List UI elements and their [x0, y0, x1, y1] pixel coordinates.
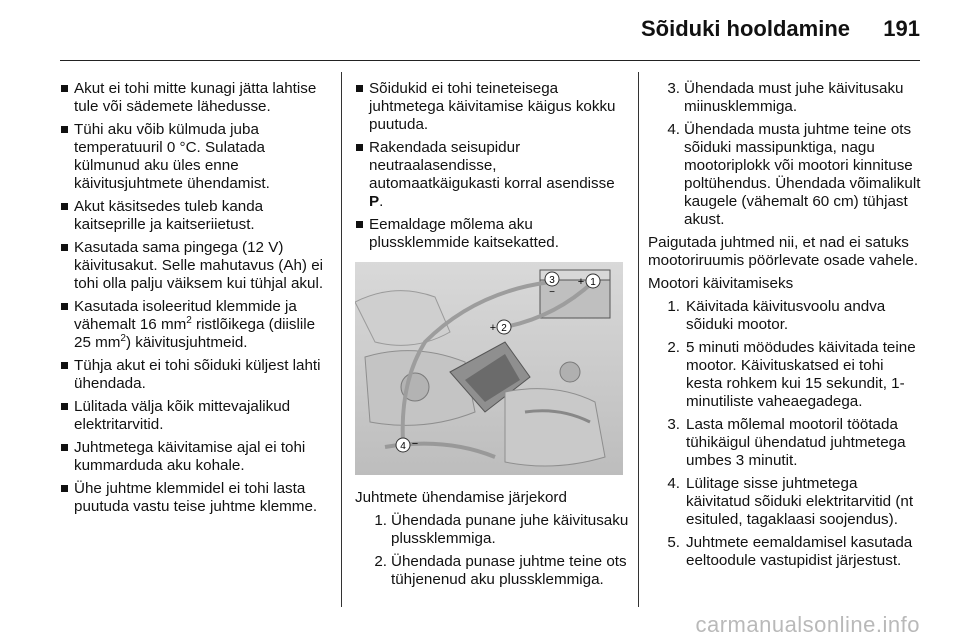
svg-text:1: 1 — [590, 277, 596, 288]
callout-1 — [578, 274, 600, 288]
connection-steps — [355, 512, 630, 589]
watermark: carmanualsonline.info — [695, 612, 920, 637]
connection-steps-continued — [648, 80, 923, 229]
header-divider — [60, 60, 920, 61]
list-item: Juhtmetega käivitamise ajal ei tohi kummarduda aku kohale. — [60, 439, 332, 475]
page-title: Sõiduki hooldamine — [640, 16, 850, 41]
list-item: 4. Ühendada musta juhtme teine ots sõiduki massipunktiga, nagu mootoriplokk või mootori kinnituse poltühendus. Ühendada võimalikult kaugele (vähemalt 60 cm) tühjast akust. — [667, 121, 921, 228]
column-divider — [341, 72, 342, 607]
list-item: Akut ei tohi mitte kunagi jätta lahtise tule või sädemete lähedusse. — [60, 80, 332, 116]
svg-text:−: − — [411, 438, 419, 450]
sequence-heading: Juhtmete ühendamise järjekord — [355, 489, 567, 506]
list-item: Kasutada isoleeritud klemmide ja vähemalt 16 $mm^2$ ristlõikega (diislile 25 $mm^2$) käivitusjuhtmeid. — [60, 298, 332, 352]
list-item: 1. Ühendada punane juhe käivitusaku plussklemmiga. — [374, 512, 629, 547]
list-item: Rakendada seisupidur neutraalasendisse, automaatkäigukasti korral asendisse P. — [355, 139, 630, 211]
list-item: Ühe juhtme klemmidel ei tohi lasta puutuda vastu teise juhtme klemme. — [60, 480, 332, 516]
engine-bay-photo — [355, 262, 623, 475]
list-item: 5. Juhtmete eemaldamisel kasutada eeltoodule vastupidist järjestust. — [667, 534, 913, 569]
column-divider — [638, 72, 639, 607]
list-item: 1. Käivitada käivitusvoolu andva sõiduki mootor. — [667, 298, 886, 333]
list-item: Sõidukid ei tohi teineteisega juhtmetega käivitamise käigus kokku puutuda. — [355, 80, 630, 134]
list-item: Tühja akut ei tohi sõiduki küljest lahti ühendada. — [60, 357, 332, 393]
callout-4 — [396, 438, 418, 452]
list-item: Tühi aku võib külmuda juba temperatuuril 0 °C. Sulatada külmunud aku üles enne käivitusjuhtmete ühendamist. — [60, 121, 332, 193]
svg-text:2: 2 — [501, 323, 507, 334]
list-item: 2. Ühendada punase juhtme teine ots tühjenenud aku plussklemmiga. — [374, 553, 627, 588]
svg-text:+: + — [489, 322, 497, 334]
list-item: 2. 5 minuti möödudes käivitada teine mootor. Käivituskatsed ei tohi kesta rohkem kui 15 sekundit, 1-minutiliste vaheaegadega. — [667, 339, 916, 410]
paragraph: Paigutada juhtmed nii, et nad ei satuks mootoriruumis pöörlevate osade vahele. — [648, 234, 919, 269]
preparation-list — [355, 80, 630, 252]
column-2 — [355, 80, 630, 594]
callout-2 — [490, 320, 511, 334]
list-item: Akut käsitsedes tuleb kanda kaitseprille ja kaitseriietust. — [60, 198, 332, 234]
svg-text:3: 3 — [549, 275, 555, 286]
svg-text:+: + — [577, 276, 585, 288]
engine-bay-illustration — [355, 262, 623, 475]
list-item: Eemaldage mõlema aku plussklemmide kaitsekatted. — [355, 216, 630, 252]
column-3 — [648, 80, 923, 575]
start-steps — [648, 298, 923, 570]
list-item: Kasutada sama pingega (12 V) käivitusakut. Selle mahutavus (Ah) ei tohi olla palju väiksem kui tühjal akul. — [60, 239, 332, 293]
list-item: 4. Lülitage sisse juhtmetega käivitatud sõiduki elektritarvitid (nt esituled, tagaklaasi soojendus). — [667, 475, 914, 528]
page-number: 191 — [883, 16, 920, 41]
svg-text:−: − — [549, 287, 555, 298]
list-item: 3. Ühendada must juhe käivitusaku miinusklemmiga. — [667, 80, 904, 115]
paragraph: Mootori käivitamiseks — [648, 275, 794, 292]
list-item: 3. Lasta mõlemal mootoril töötada tühikäigul ühendatud juhtmetega umbes 3 minutit. — [667, 416, 906, 469]
svg-text:4: 4 — [400, 441, 406, 452]
list-item: Lülitada välja kõik mittevajalikud elektritarvitid. — [60, 398, 332, 434]
column-1 — [60, 80, 332, 521]
warning-list — [60, 80, 332, 516]
